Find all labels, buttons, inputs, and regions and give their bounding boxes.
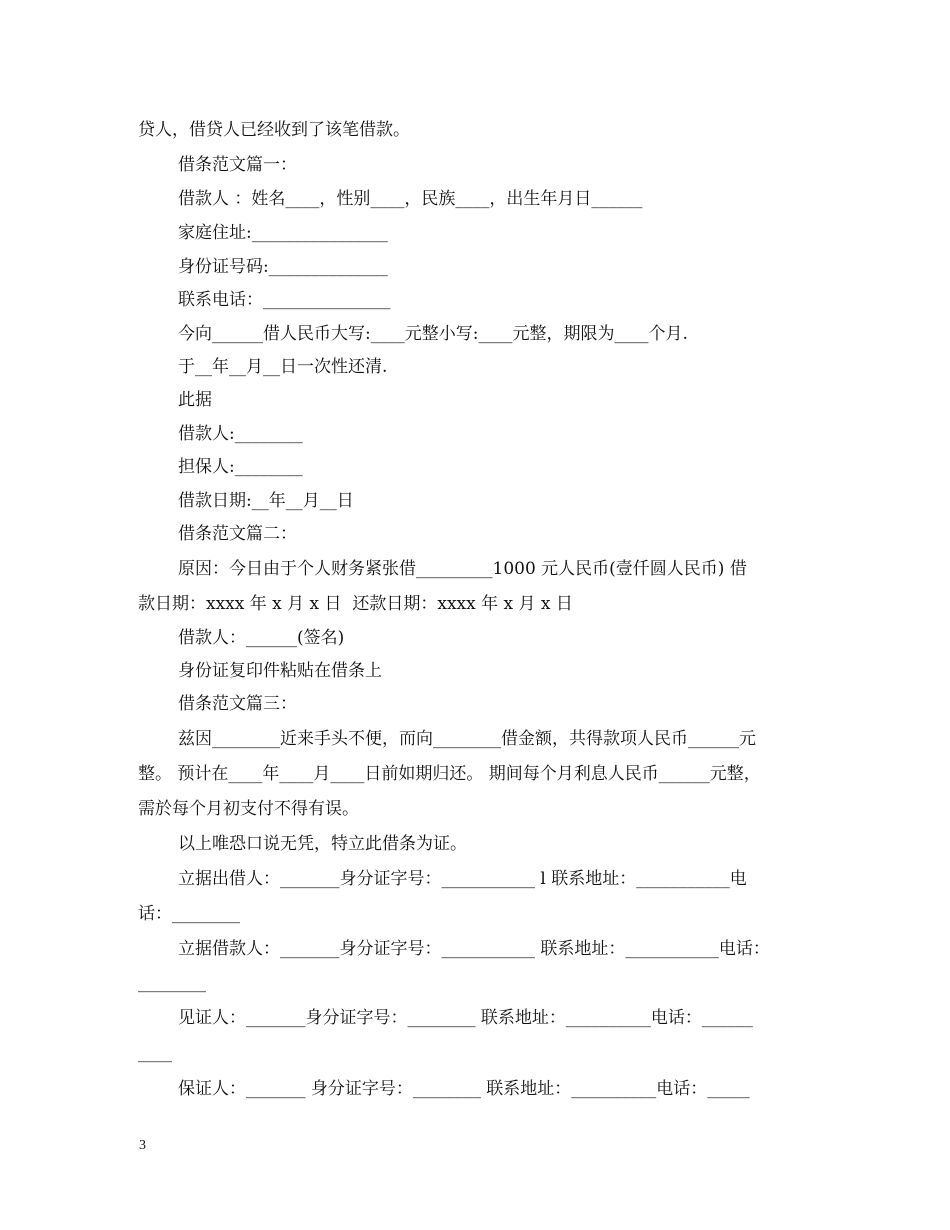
text-line: ________ [138, 973, 206, 993]
section-heading: 借条范文篇二： [178, 524, 297, 544]
text-line: 此据 [178, 390, 212, 410]
text-line: 于__年__月__日一次性还清. [178, 357, 388, 377]
text-line: 立据出借人：_______身分证字号：___________ l 联系地址：___________电 [178, 869, 747, 889]
text-line: 身份证复印件粘贴在借条上 [178, 661, 382, 681]
text-line: 身份证号码:______________ [178, 257, 388, 277]
text-line: 兹因________近来手头不便，而向________借金额，共得款项人民币______元 [178, 729, 756, 749]
text-line: 贷人，借贷人已经收到了该笔借款。 [138, 120, 410, 140]
text-line: 保证人：_______ 身分证字号：________ 联系地址：__________电话：_____ [178, 1079, 750, 1099]
text-line: 借款日期:__年__月__日 [178, 491, 354, 511]
section-heading: 借条范文篇一： [178, 155, 297, 175]
page-number: 3 [139, 1138, 146, 1153]
text-line: 见证人：_______身分证字号：________ 联系地址：__________电话：______ [178, 1008, 753, 1028]
text-line: 借款人：______(签名) [178, 628, 345, 648]
text-line: 今向______借人民币大写:____元整小写:____元整，期限为____个月. [178, 324, 688, 344]
text-line: ____ [138, 1043, 172, 1063]
text-line: 款日期：xxxx 年 x 月 x 日 还款日期：xxxx 年 x 月 x 日 [138, 594, 573, 614]
text-line: 话：________ [138, 904, 240, 924]
text-line: 需於每个月初支付不得有误。 [138, 799, 359, 819]
text-line: 家庭住址:________________ [178, 223, 388, 243]
text-line: 以上唯恐口说无凭，特立此借条为证。 [178, 834, 467, 854]
section-heading: 借条范文篇三： [178, 694, 297, 714]
text-line: 借款人 ：姓名____，性别____，民族____，出生年月日______ [178, 189, 643, 209]
text-line: 借款人:________ [178, 424, 303, 444]
text-line: 担保人:________ [178, 457, 303, 477]
text-line: 原因：今日由于个人财务紧张借_________1000 元人民币(壹仟圆人民币) 借 [178, 559, 747, 579]
text-line: 整。 预计在____年____月____日前如期归还。 期间每个月利息人民币______元整， [138, 764, 761, 784]
text-line: 联系电话：_______________ [178, 290, 391, 310]
text-line: 立据借款人：_______身分证字号：___________ 联系地址：___________电话： [178, 939, 770, 959]
